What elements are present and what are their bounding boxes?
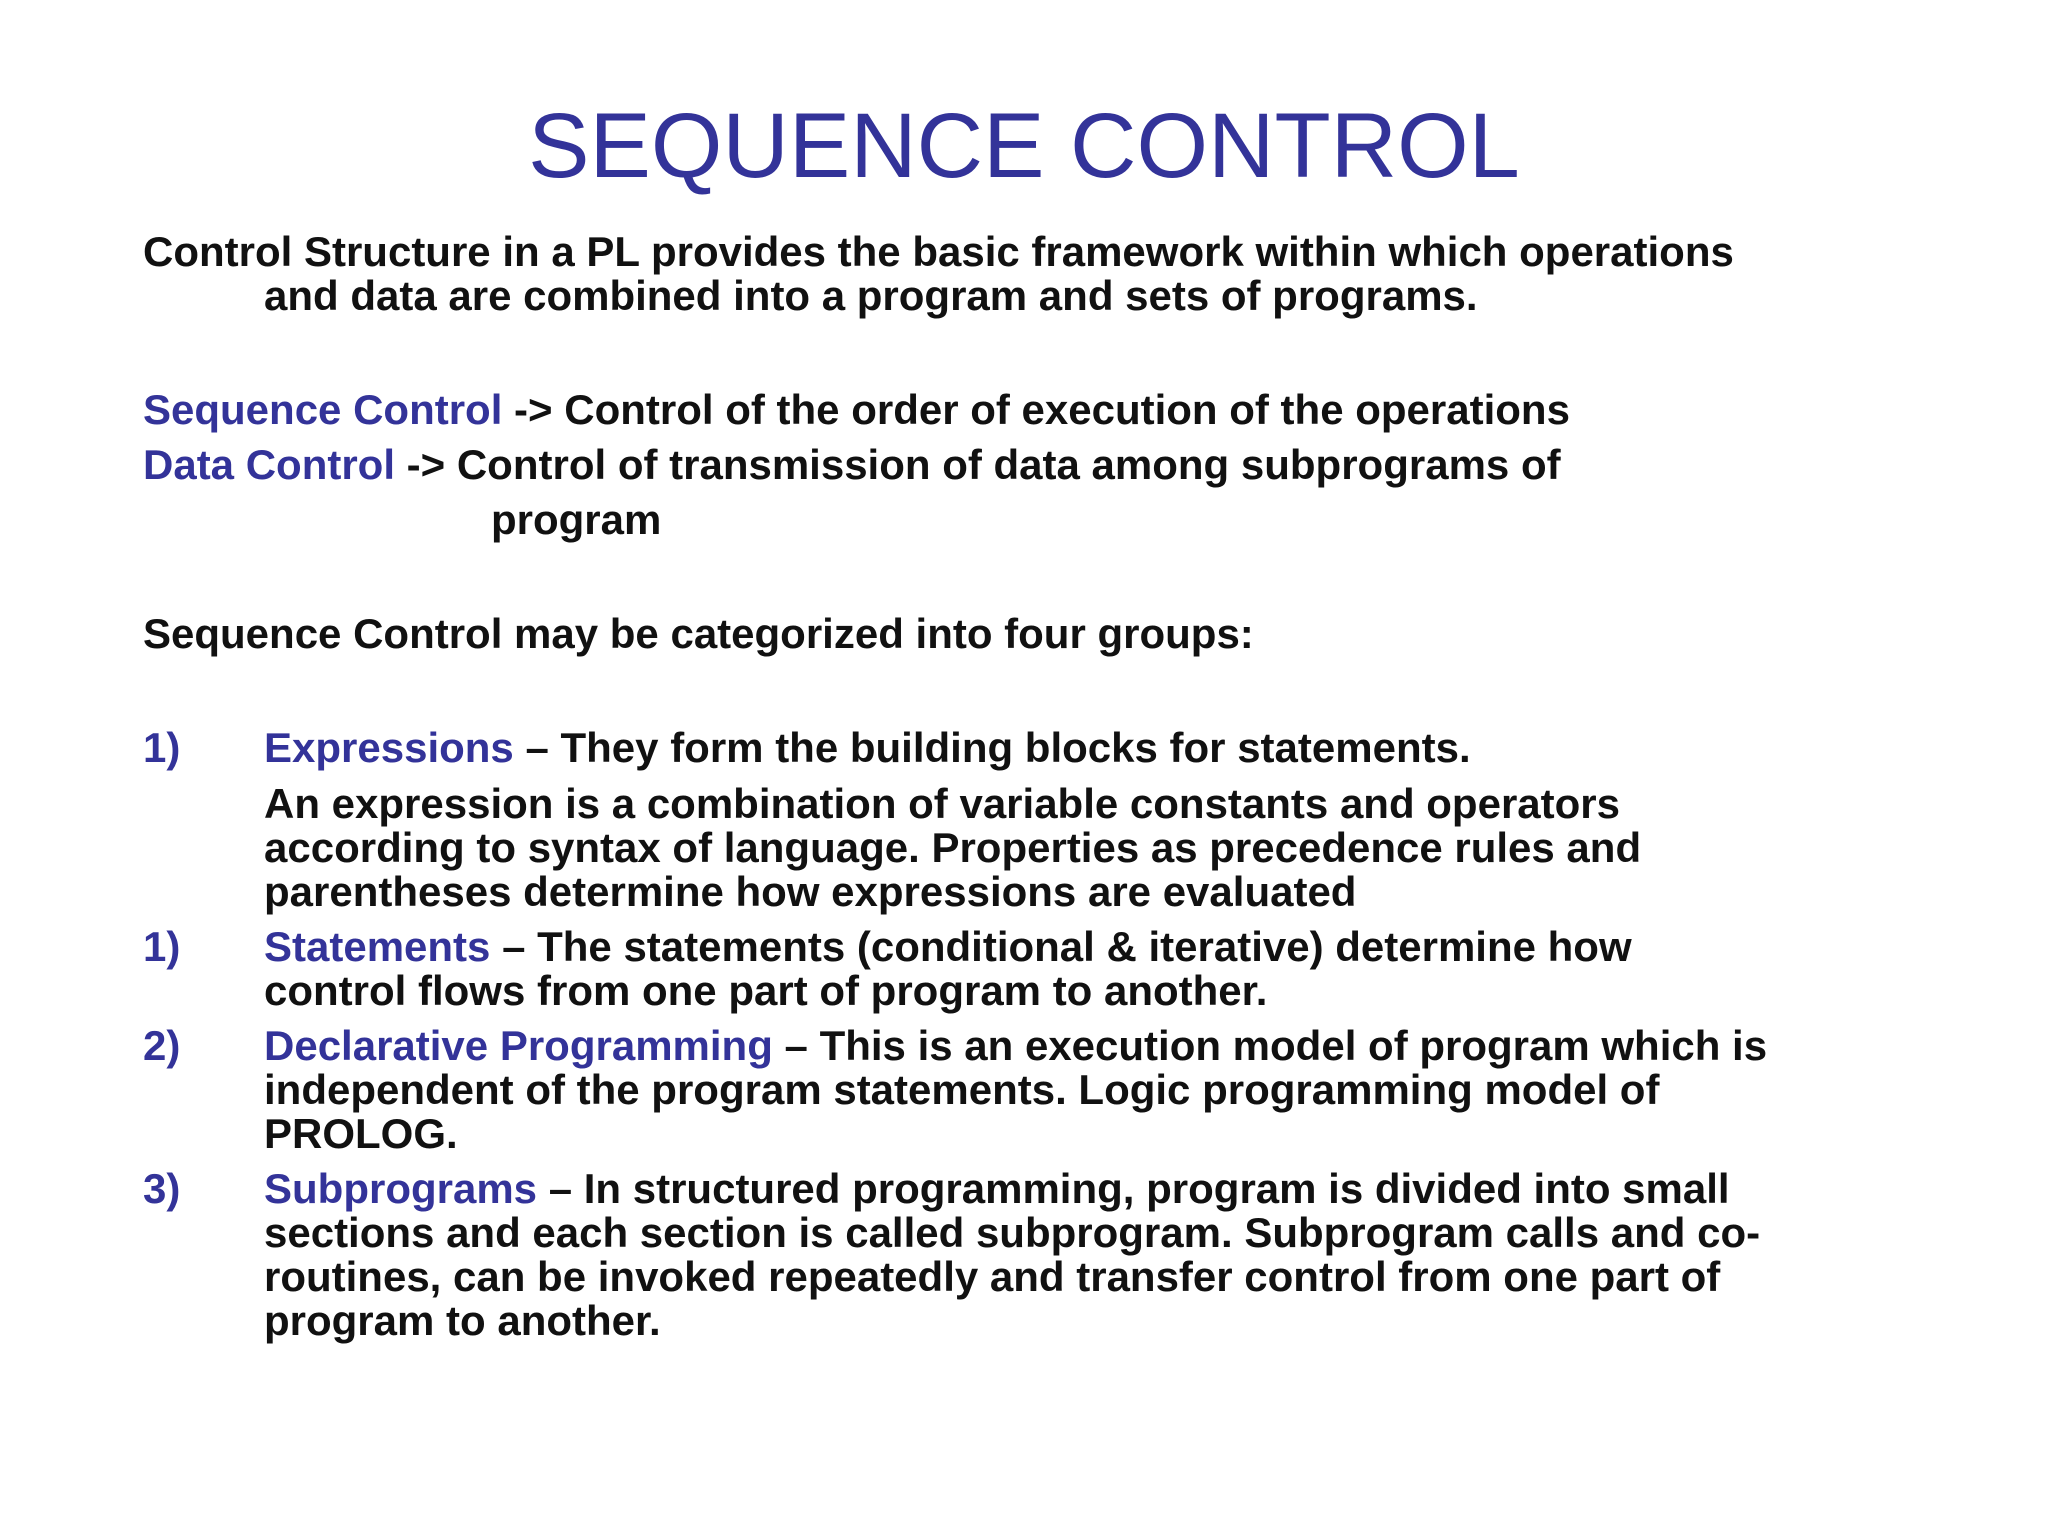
item-text: – In structured programming, program is divided into small bbox=[537, 1165, 1730, 1212]
item-term: Expressions bbox=[264, 724, 514, 771]
item-text: – They form the building blocks for statements. bbox=[513, 724, 1471, 771]
item-text: – This is an execution model of program which is bbox=[772, 1022, 1768, 1069]
item-term: Subprograms bbox=[264, 1165, 538, 1212]
item-number: 1) bbox=[143, 724, 181, 771]
definition-sequence-control bbox=[143, 388, 1570, 432]
definition-term: Data Control bbox=[143, 441, 395, 488]
definition-data-control bbox=[143, 443, 1561, 487]
item-detail-line: independent of the program statements. Logic programming model of bbox=[264, 1066, 1660, 1113]
intro-line-2: and data are combined into a program and sets of programs. bbox=[264, 272, 1478, 319]
item-number: 2) bbox=[143, 1022, 181, 1069]
intro-line-1: Control Structure in a PL provides the basic framework within which operations bbox=[143, 228, 1734, 275]
slide-title: SEQUENCE CONTROL bbox=[528, 95, 1520, 197]
item-detail-line: parentheses determine how expressions are evaluated bbox=[264, 868, 1357, 915]
item-term: Statements bbox=[264, 923, 491, 970]
item-detail-line: program to another. bbox=[264, 1297, 661, 1344]
item-term: Declarative Programming bbox=[264, 1022, 773, 1069]
item-detail-line: according to syntax of language. Properties as precedence rules and bbox=[264, 824, 1642, 871]
item-statements-heading bbox=[264, 925, 1632, 969]
item-detail-line: PROLOG. bbox=[264, 1110, 458, 1157]
item-declarative-heading bbox=[264, 1024, 1767, 1068]
item-expressions-heading bbox=[264, 726, 1471, 770]
item-detail-line: An expression is a combination of variable constants and operators bbox=[264, 780, 1620, 827]
definition-text: -> Control of transmission of data among subprograms of bbox=[395, 441, 1561, 488]
item-text: – The statements (conditional & iterative) determine how bbox=[490, 923, 1632, 970]
definition-term: Sequence Control bbox=[143, 386, 503, 433]
item-number: 1) bbox=[143, 923, 181, 970]
item-detail-line: control flows from one part of program to another. bbox=[264, 967, 1268, 1014]
item-detail-line: routines, can be invoked repeatedly and transfer control from one part of bbox=[264, 1253, 1721, 1300]
definition-text: -> Control of the order of execution of the operations bbox=[502, 386, 1570, 433]
categories-heading: Sequence Control may be categorized into four groups: bbox=[143, 610, 1254, 657]
item-detail-line: sections and each section is called subprogram. Subprogram calls and co- bbox=[264, 1209, 1761, 1256]
definition-data-control-continuation: program bbox=[491, 496, 662, 543]
item-number: 3) bbox=[143, 1165, 181, 1212]
item-subprograms-heading bbox=[264, 1167, 1730, 1211]
